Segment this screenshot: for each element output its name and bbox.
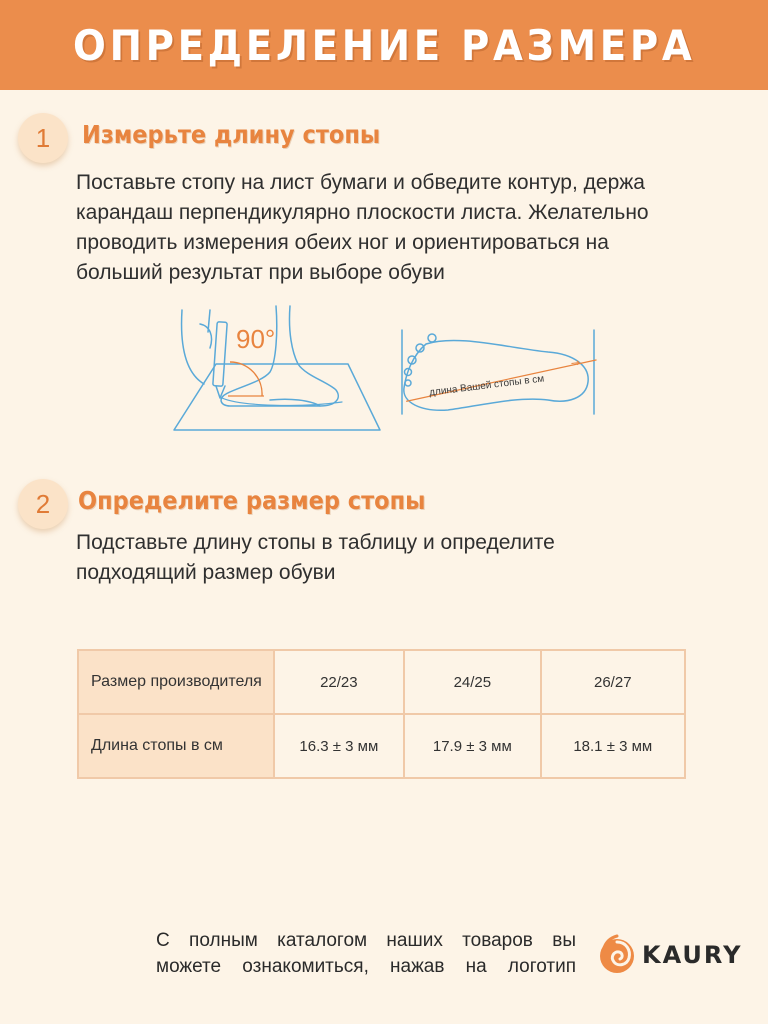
step-2-badge [18, 479, 68, 529]
table-cell: 16.3 ± 3 мм [274, 714, 405, 778]
step-2-description [76, 528, 555, 588]
kaury-logo-link[interactable] [598, 934, 742, 976]
paper-sheet [174, 364, 380, 430]
step-1-line: больший результат при выборе обуви [76, 261, 445, 284]
arrow-right-icon: → [569, 355, 581, 370]
measure-label: длина Вашей стопы в см [428, 373, 545, 399]
size-table [77, 649, 686, 779]
table-cell: 18.1 ± 3 мм [541, 714, 685, 778]
toe [428, 334, 436, 342]
catalog-note-line: С полным каталогом наших товаров вы [156, 930, 576, 951]
footprint-outline [404, 340, 588, 410]
table-cell: 24/25 [404, 650, 540, 714]
step-1-badge [18, 113, 68, 163]
table-cell: 26/27 [541, 650, 685, 714]
step-1-description [76, 168, 649, 288]
catalog-note-line: можете ознакомиться, нажав на логотип [156, 956, 576, 977]
toe [405, 380, 411, 386]
table-row [78, 714, 685, 778]
step-1-title: Измерьте длину стопы [82, 120, 381, 149]
table-row [78, 650, 685, 714]
footprint-illustration [398, 326, 600, 418]
table-cell: 22/23 [274, 650, 405, 714]
hand-outline [182, 310, 204, 384]
angle-arc [230, 362, 262, 396]
foot-outline [221, 306, 338, 406]
catalog-note [156, 928, 576, 980]
table-row-label: Размер производителя [78, 650, 274, 714]
angle-label: 90° [236, 324, 276, 354]
step-2-line: Подставьте длину стопы в таблицу и определите [76, 531, 555, 554]
step-2-line: подходящий размер обуви [76, 561, 336, 584]
step-1-line: карандаш перпендикулярно плоскости листа. Желательно [76, 201, 649, 224]
step-1-number: 1 [35, 122, 51, 153]
pencil [213, 322, 227, 387]
foot-side-illustration [170, 302, 386, 434]
snail-shell-icon [598, 934, 636, 976]
page-title: ОПРЕДЕЛЕНИЕ РАЗМЕРА [72, 20, 696, 70]
table-row-label: Длина стопы в см [78, 714, 274, 778]
table-cell: 17.9 ± 3 мм [404, 714, 540, 778]
step-1-line: Поставьте стопу на лист бумаги и обведите контур, держа [76, 171, 645, 194]
header-banner [0, 0, 768, 90]
step-1-line: проводить измерения обеих ног и ориентироваться на [76, 231, 609, 254]
step-2-number: 2 [35, 488, 51, 519]
step-2-title: Определите размер стопы [78, 486, 426, 515]
brand-name: KAURY [642, 941, 743, 969]
